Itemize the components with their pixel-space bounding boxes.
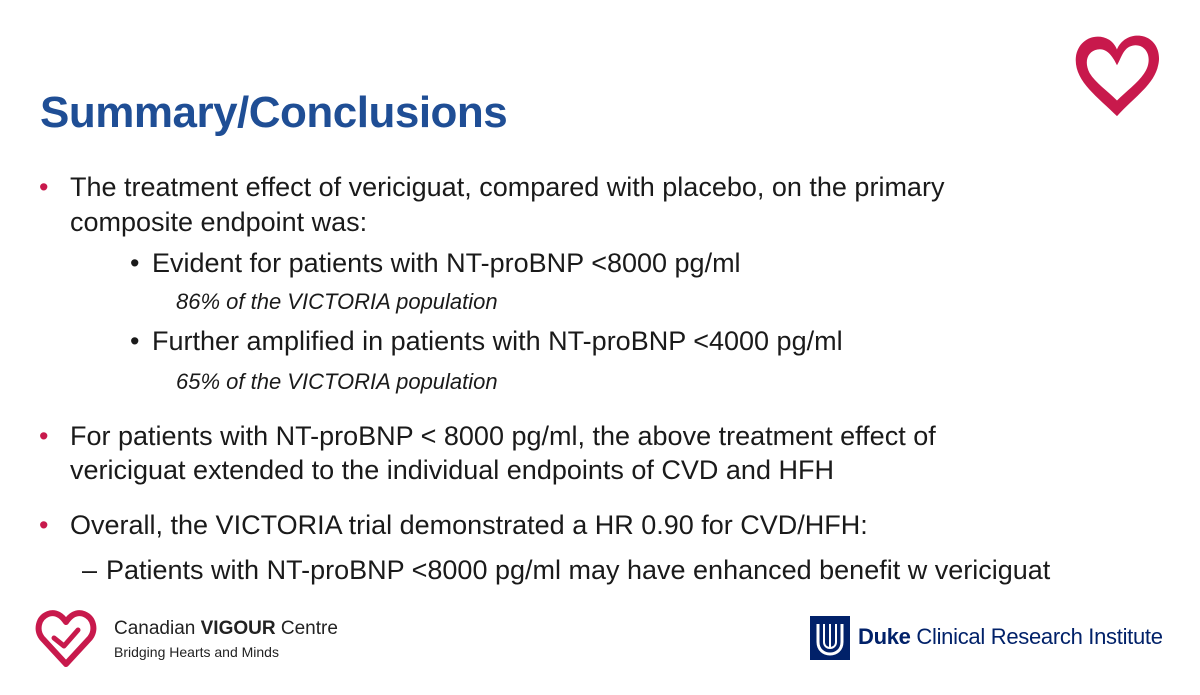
bullet-text: composite endpoint was: xyxy=(70,207,368,237)
duke-name xyxy=(858,624,1163,650)
subitem-marker: • xyxy=(130,326,140,356)
heart-logo-icon xyxy=(1068,26,1166,124)
subitem-amplified xyxy=(130,324,843,359)
cvc-name xyxy=(114,618,338,640)
bullet-treatment-effect xyxy=(39,170,945,205)
bullet-text: Overall, the VICTORIA trial demonstrated a HR 0.90 for CVD/HFH: xyxy=(70,510,868,540)
subitem-text: Further amplified in patients with NT-proBNP <4000 pg/ml xyxy=(152,326,843,356)
bullet-text: For patients with NT-proBNP < 8000 pg/ml, the above treatment effect of xyxy=(70,421,936,451)
subitem-note: 65% of the VICTORIA population xyxy=(176,369,498,394)
subitem-evident xyxy=(130,246,741,281)
bullet-marker: • xyxy=(39,510,49,540)
cvc-logo xyxy=(34,608,364,668)
bullet-continuation xyxy=(70,453,834,488)
duke-shield-icon xyxy=(810,616,850,660)
cvc-name-prefix: Canadian xyxy=(114,618,201,639)
subitem-text: Evident for patients with NT-proBNP <8000 pg/ml xyxy=(152,248,741,278)
slide-title: Summary/Conclusions xyxy=(40,88,508,137)
subitem-marker: • xyxy=(130,248,140,278)
cvc-heart-icon xyxy=(34,608,98,668)
dash-item-enhanced-benefit xyxy=(82,553,1051,588)
subitem-note: 86% of the VICTORIA population xyxy=(176,289,498,314)
dash-marker: – xyxy=(82,555,98,585)
duke-logo xyxy=(810,616,1170,660)
cvc-name-suffix: Centre xyxy=(275,618,338,639)
bullet-individual-endpoints xyxy=(39,419,936,454)
cvc-name-bold: VIGOUR xyxy=(200,618,276,639)
duke-name-bold: Duke xyxy=(858,624,911,649)
bullet-text: vericiguat extended to the individual endpoints of CVD and HFH xyxy=(70,455,834,485)
bullet-marker: • xyxy=(39,172,49,202)
bullet-overall xyxy=(39,508,868,543)
dash-text: Patients with NT-proBNP <8000 pg/ml may have enhanced benefit w vericiguat xyxy=(106,555,1051,585)
bullet-marker: • xyxy=(39,421,49,451)
bullet-continuation xyxy=(70,205,367,240)
cvc-tagline: Bridging Hearts and Minds xyxy=(114,644,279,660)
bullet-text: The treatment effect of vericiguat, compared with placebo, on the primary xyxy=(70,172,945,202)
duke-name-rest: Clinical Research Institute xyxy=(910,624,1163,649)
